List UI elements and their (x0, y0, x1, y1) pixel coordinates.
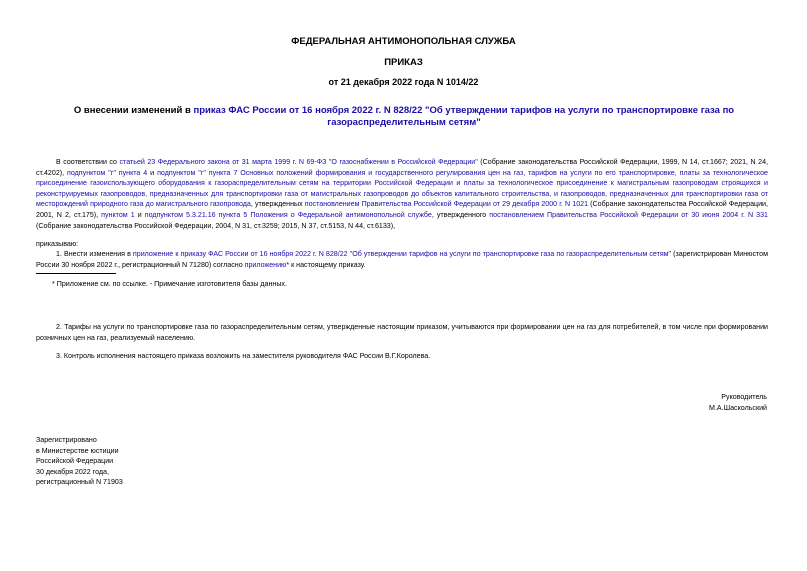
footnote-divider (36, 273, 116, 274)
document-date-number: от 21 декабря 2022 года N 1014/22 (328, 77, 479, 87)
order-item-3: 3. Контроль исполнения настоящего приказа возложить на заместителя руководителя ФАС России В.Г.Королева. (56, 352, 431, 360)
registration-line: в Министерстве юстиции (36, 446, 119, 455)
paragraph-1-link[interactable]: пунктом 1 (101, 210, 135, 219)
intro-text: и (134, 210, 145, 219)
signatory-position: Руководитель (721, 393, 767, 401)
subparagraph-4-link[interactable]: подпунктом "г" пункта 4 (67, 168, 148, 177)
signature-block (709, 392, 767, 413)
registration-line: регистрационный N 71903 (36, 478, 123, 487)
registration-line: Российской Федерации (36, 457, 114, 466)
signatory-name: М.А.Шаскольский (709, 403, 767, 412)
ordered-line: приказываю: (36, 240, 79, 248)
registration-line: Зарегистрировано (36, 436, 97, 444)
law-link[interactable]: статьей 23 Федерального закона от 31 марта 1999 г. N 69-ФЗ "О газоснабжении в Российской Федерации" (119, 158, 478, 166)
document-title (30, 105, 778, 129)
resolution-331-link[interactable]: постановлением Правительства Российской Федерации от 30 июня 2004 г. N 331 (489, 210, 768, 219)
intro-paragraph (36, 157, 768, 231)
fas-regulation-link[interactable]: подпунктом 5.3.21.16 пункта 5 Положения о Федеральной антимонопольной службе (144, 210, 432, 219)
item-text: 1. Внести изменения в (56, 250, 133, 258)
registration-line: 30 декабря 2022 года, (36, 467, 109, 476)
agency-name: ФЕДЕРАЛЬНАЯ АНТИМОНОПОЛЬНАЯ СЛУЖБА (291, 36, 516, 47)
registration-block (36, 435, 123, 488)
intro-text: В соответствии со (56, 158, 120, 166)
order-item-1 (36, 249, 768, 270)
title-link[interactable]: приказ ФАС России от 16 ноября 2022 г. N 828/22 "Об утверждении тарифов на услуги по транспортировке газа по газораспределительным сетям" (193, 105, 735, 128)
appendix-order-link[interactable]: приложение к приказу ФАС России от 16 ноября 2022 г. N 828/22 "Об утверждении тарифов на услуги по транспортировке газа по газораспределительным сетям" (132, 250, 672, 258)
resolution-1021-link[interactable]: постановлением Правительства Российской Федерации от 29 декабря 2000 г. N 1021 (304, 200, 589, 209)
intro-text: (Собрание законодательства Российской Федерации, 2001, N 2, ст.175), (36, 200, 768, 219)
intro-text: , утвержденных (250, 200, 305, 209)
intro-text: (Собрание законодательства Российской Федерации, 1999, N 14, ст.1667; 2021, N 24, ст.4202), (36, 158, 769, 177)
order-item-2: 2. Тарифы на услуги по транспортировке газа по газораспределительным сетям, утвержденные настоящим приказом, учитываются при формировании цен на газ для потребителей, в том числе при формировании розничных цен на газ, реализуемый населению. (36, 323, 768, 342)
subparagraph-7-link[interactable]: подпунктом "г" пункта 7 Основных положений формирования и государственного регулирования цен на газ, тарифов на услуги по его транспортировке, платы за технологическое присоединение газоиспользующего оборудования к газораспределительным сетям на территории Российской Федерации и платы за технологическое присоединение к магистральным газопроводам строящихся и реконструируемых газопроводов, предназначенных для транспортировки газа от магистральных газопроводов до объектов капитального строительства, и газопроводов, предназначенных для транспортировки газа от месторождений природного газа до магистрального газопровода (36, 168, 768, 209)
appendix-link[interactable]: приложению (244, 260, 287, 269)
document-type: ПРИКАЗ (384, 57, 423, 68)
item-text: (зарегистрирован Минюстом России 30 ноября 2022 г., регистрационный N 71280) согласно (36, 250, 768, 269)
intro-text: , утвержденного (431, 210, 490, 219)
footnote: * Приложение см. по ссылке. - Примечание изготовителя базы данных. (52, 280, 287, 288)
intro-text: и (147, 168, 158, 177)
intro-text: (Собрание законодательства Российской Федерации, 2004, N 31, ст.3259; 2015, N 37, ст.5153, N 44, ст.6133), (36, 221, 396, 230)
title-prefix: О внесении изменений в (73, 105, 194, 116)
item-text: * к настоящему приказу. (286, 260, 366, 269)
